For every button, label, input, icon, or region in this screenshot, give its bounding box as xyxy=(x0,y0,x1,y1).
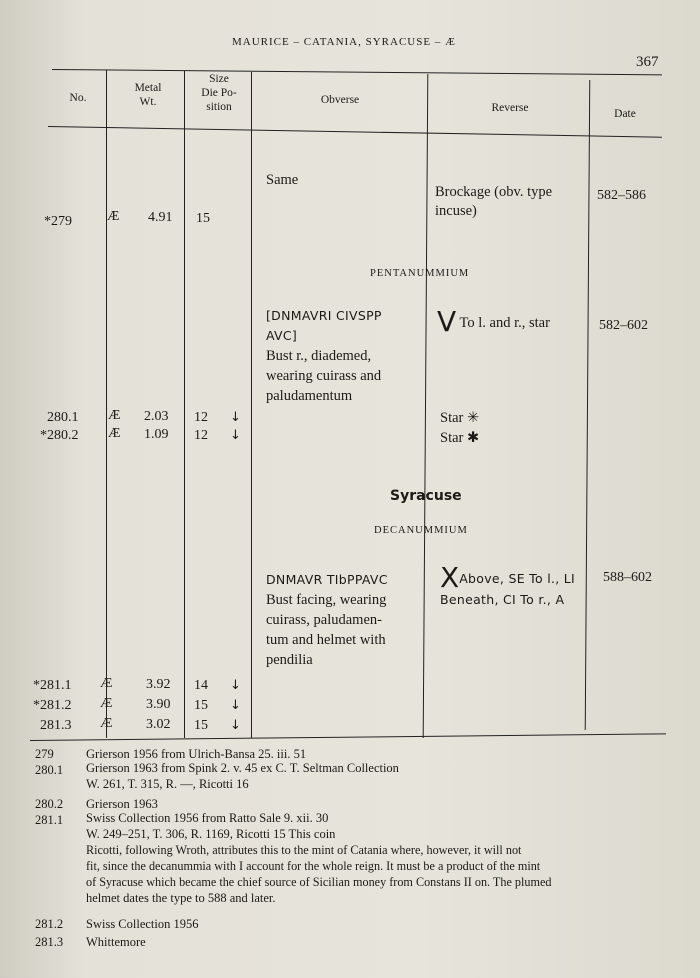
note-number: 279 xyxy=(35,747,54,761)
size-cell: 12 xyxy=(194,410,208,425)
die-axis-arrow-icon: ↓ xyxy=(230,678,241,693)
note-text: helmet dates the type to 588 and later. xyxy=(86,891,276,905)
note-number: 281.2 xyxy=(35,917,64,931)
column-divider-metal xyxy=(184,71,185,738)
catalog-number: 281.3 xyxy=(40,718,72,733)
note-text: of Syracuse which became the chief source of Sicilian money from Constans II on. The plumed xyxy=(86,875,552,889)
date-cell: 582–602 xyxy=(599,318,648,333)
die-axis-arrow-icon: ↓ xyxy=(230,410,241,425)
note-text: Swiss Collection 1956 xyxy=(86,917,199,931)
note-text: W. 261, T. 315, R. —, Ricotti 16 xyxy=(86,777,249,791)
size-cell: 15 xyxy=(194,698,208,713)
note-text: Grierson 1956 from Ulrich-Bansa 25. iii. 51 xyxy=(86,747,307,761)
reverse-type-glyph: X xyxy=(440,561,460,594)
size-cell: 15 xyxy=(194,718,208,733)
column-header-size: Size Die Po- sition xyxy=(201,73,237,113)
column-divider-reverse xyxy=(585,80,591,730)
die-axis-arrow-icon: ↓ xyxy=(230,698,241,713)
column-divider-size xyxy=(251,72,252,738)
column-header-metal: Metal Wt. xyxy=(134,82,162,108)
date-cell: 588–602 xyxy=(603,570,652,585)
weight-cell: 3.90 xyxy=(146,697,171,712)
note-text: Whittemore xyxy=(86,935,146,949)
note-number: 281.1 xyxy=(35,813,64,827)
reverse-text: Brockage (obv. type incuse) xyxy=(435,184,553,219)
column-header-date: Date xyxy=(614,108,636,120)
page-number: 367 xyxy=(636,54,659,70)
running-head: MAURICE – CATANIA, SYRACUSE – Æ xyxy=(232,36,456,48)
note-number: 281.3 xyxy=(35,935,64,949)
weight-cell: 1.09 xyxy=(144,427,169,442)
column-header-no: No. xyxy=(69,92,87,104)
weight-cell: 2.03 xyxy=(144,409,169,424)
table-top-rule xyxy=(52,69,662,75)
obverse-legend: DNMAVR TIbPPAVC xyxy=(266,572,388,587)
table-bottom-rule xyxy=(30,733,666,741)
metal-cell: Æ xyxy=(108,408,121,423)
column-header-reverse: Reverse xyxy=(491,102,529,114)
note-text: Ricotti, following Wroth, attributes this to the mint of Catania where, however, it will not xyxy=(86,843,522,857)
die-axis-arrow-icon: ↓ xyxy=(230,428,241,443)
mint-heading: Syracuse xyxy=(390,488,462,504)
reverse-type-glyph: V xyxy=(437,305,457,338)
column-divider-no xyxy=(106,70,107,738)
size-cell: 14 xyxy=(194,678,208,693)
denomination-label: DECANUMMIUM xyxy=(374,525,468,536)
denomination-label: PENTANUMMIUM xyxy=(370,268,470,279)
header-bottom-rule xyxy=(48,126,662,138)
weight-cell: 3.02 xyxy=(146,717,171,732)
date-cell: 582–586 xyxy=(597,188,646,203)
catalog-number: *281.1 xyxy=(33,678,72,693)
catalog-number: *279 xyxy=(44,214,72,229)
weight-cell: 3.92 xyxy=(146,677,171,692)
note-text: W. 249–251, T. 306, R. 1169, Ricotti 15 This coin xyxy=(86,827,336,841)
metal-cell: Æ xyxy=(107,209,120,224)
metal-cell: Æ xyxy=(108,426,121,441)
note-text: fit, since the decanummia with I account for the whole reign. It must be a product of the mint xyxy=(86,859,541,873)
note-text: Grierson 1963 from Spink 2. v. 45 ex C. T. Seltman Collection xyxy=(86,761,399,775)
column-header-obverse: Obverse xyxy=(320,94,360,106)
note-text: Grierson 1963 xyxy=(86,797,158,811)
weight-cell: 4.91 xyxy=(148,210,173,225)
reverse-description: V To l. and r., star xyxy=(437,305,550,338)
catalog-number: 280.1 xyxy=(47,410,79,425)
obverse-description: Bust r., diademed, wearing cuirass and paludamentum xyxy=(266,348,382,404)
die-axis-arrow-icon: ↓ xyxy=(230,718,241,733)
obverse-legend: [DNMAVRI CIVSPP AVC] xyxy=(266,308,382,343)
reverse-text: Star ✳ xyxy=(440,410,480,426)
reverse-text: Star ✱ xyxy=(440,430,480,446)
obverse-description: Bust facing, wearing cuirass, paludamen- tum and helmet with pendilia xyxy=(266,592,387,668)
catalog-number: *281.2 xyxy=(33,698,72,713)
note-text: Swiss Collection 1956 from Ratto Sale 9. xii. 30 xyxy=(86,811,329,825)
note-number: 280.2 xyxy=(35,797,64,811)
size-cell: 12 xyxy=(194,428,208,443)
metal-cell: Æ xyxy=(100,676,113,691)
size-cell: 15 xyxy=(196,211,210,226)
metal-cell: Æ xyxy=(100,696,113,711)
catalog-number: *280.2 xyxy=(40,428,79,443)
note-number: 280.1 xyxy=(35,763,64,777)
obverse-text: Same xyxy=(266,172,299,188)
reverse-description: XAbove, SE To l., LI Beneath, CI To r., A xyxy=(440,561,576,607)
column-divider-obverse xyxy=(423,74,429,738)
metal-cell: Æ xyxy=(100,716,113,731)
